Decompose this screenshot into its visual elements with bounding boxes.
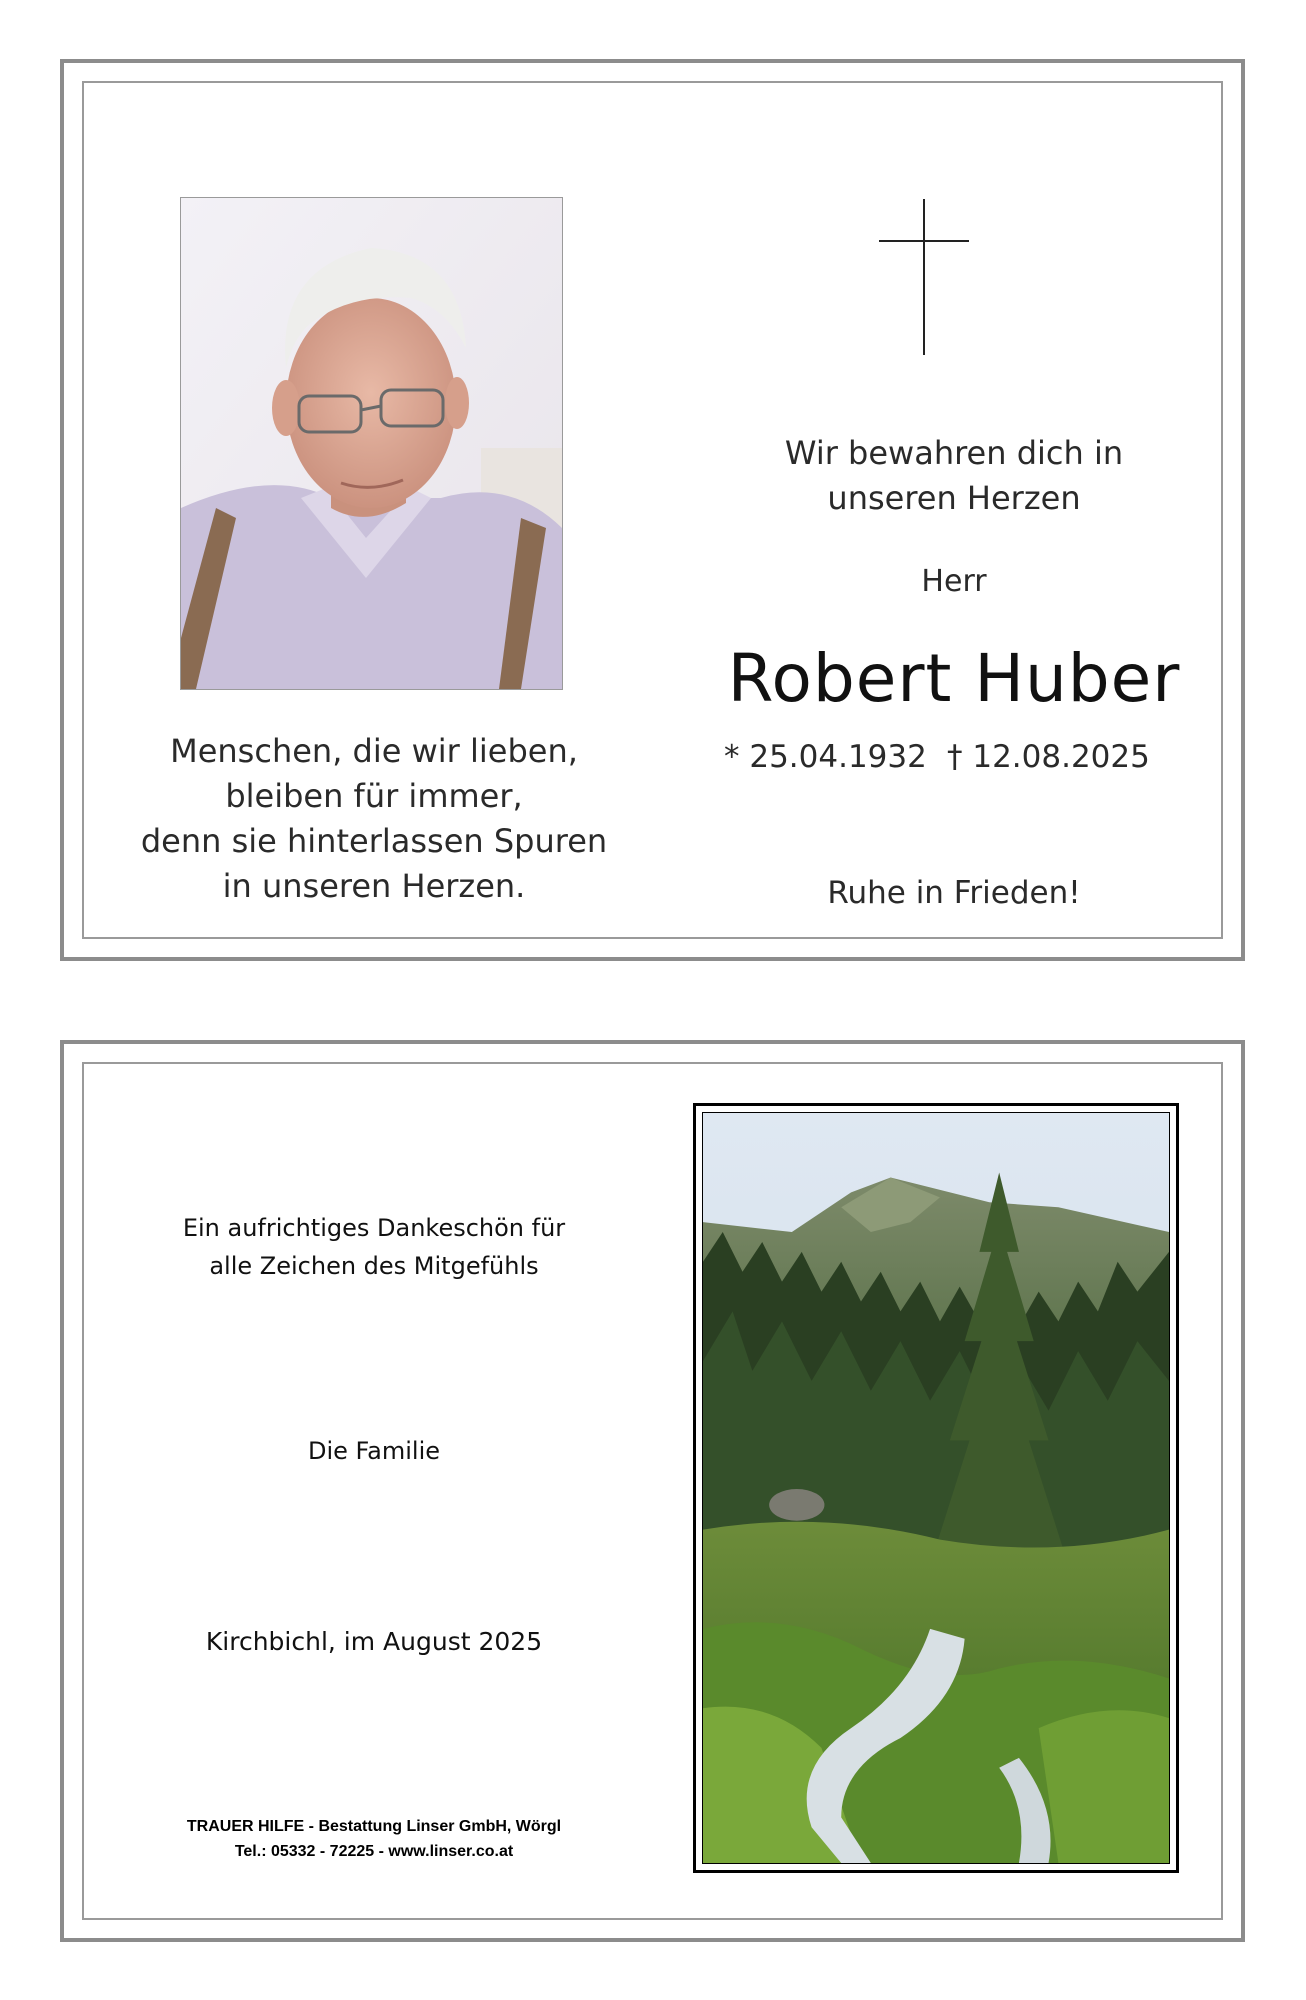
place-date: Kirchbichl, im August 2025 bbox=[205, 1627, 543, 1656]
thanks-text bbox=[124, 1209, 624, 1285]
cross-icon bbox=[879, 199, 969, 355]
salutation: Herr bbox=[921, 564, 987, 599]
deceased-name: Robert Huber bbox=[727, 640, 1181, 717]
quote-line: denn sie hinterlassen Spuren bbox=[140, 822, 608, 860]
thanks-line: alle Zeichen des Mitgefühls bbox=[209, 1252, 539, 1280]
memorial-quote bbox=[104, 729, 644, 909]
landscape-photo-frame bbox=[693, 1103, 1179, 1873]
family-signature: Die Familie bbox=[308, 1437, 440, 1465]
closing-line: Ruhe in Frieden! bbox=[827, 875, 1081, 911]
death-date: † 12.08.2025 bbox=[947, 739, 1150, 775]
quote-line: in unseren Herzen. bbox=[222, 867, 526, 905]
quote-line: Menschen, die wir lieben, bbox=[170, 732, 578, 770]
footer-line: Tel.: 05332 - 72225 - www.linser.co.at bbox=[234, 1843, 514, 1860]
front-card bbox=[60, 59, 1245, 961]
motto bbox=[704, 431, 1204, 521]
motto-line: unseren Herzen bbox=[827, 479, 1081, 517]
funeral-home-footer bbox=[104, 1814, 644, 1864]
landscape-photo bbox=[702, 1112, 1170, 1864]
quote-line: bleiben für immer, bbox=[225, 777, 523, 815]
motto-line: Wir bewahren dich in bbox=[784, 434, 1124, 472]
portrait-photo bbox=[180, 197, 563, 690]
thanks-line: Ein aufrichtiges Dankeschön für bbox=[182, 1214, 566, 1242]
birth-date: * 25.04.1932 bbox=[724, 739, 927, 775]
footer-line: TRAUER HILFE - Bestattung Linser GmbH, Wörgl bbox=[186, 1818, 562, 1835]
back-card bbox=[60, 1040, 1245, 1942]
